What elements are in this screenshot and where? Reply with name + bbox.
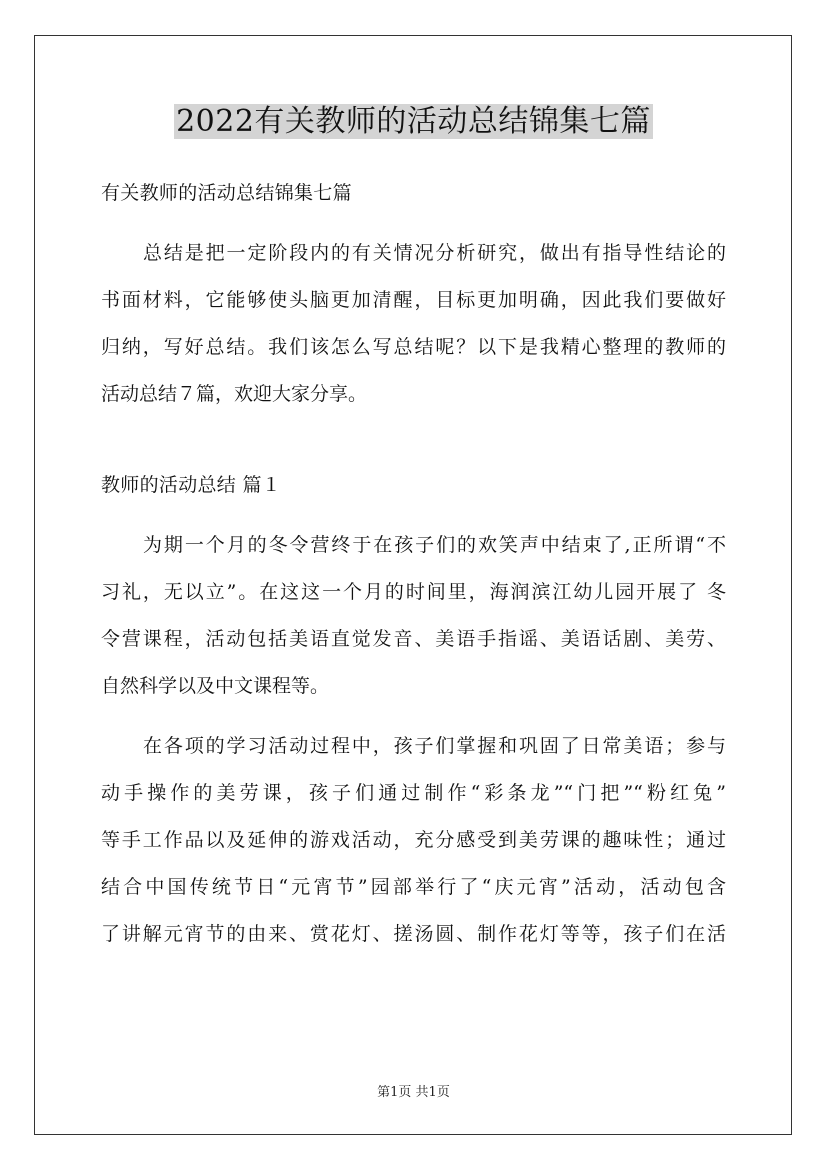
para1-line-2: 习礼，无以立”。在这这一个月的时间里，海润滨江幼儿园开展了 冬 bbox=[101, 581, 726, 603]
intro-line-1: 总结是把一定阶段内的有关情况分析研究，做出有指导性结论的 bbox=[143, 242, 726, 264]
page-number-label: 第1页 共1页 bbox=[377, 1085, 450, 1100]
para1-line-3: 令营课程，活动包括美语直觉发音、美语手指谣、美语话剧、美劳、 bbox=[101, 628, 726, 650]
intro-line-2: 书面材料，它能够使头脑更加清醒，目标更加明确，因此我们要做好 bbox=[101, 289, 726, 311]
section-paragraph-1 bbox=[101, 522, 726, 710]
intro-line-3: 归纳，写好总结。我们该怎么写总结呢？以下是我精心整理的教师的 bbox=[101, 336, 726, 358]
para2-line-1: 在各项的学习活动过程中，孩子们掌握和巩固了日常美语；参与 bbox=[143, 735, 726, 757]
para2-line-3: 等手工作品以及延伸的游戏活动，充分感受到美劳课的趣味性；通过 bbox=[101, 829, 726, 851]
document-title bbox=[0, 100, 827, 144]
document-subtitle: 有关教师的活动总结锦集七篇 bbox=[101, 182, 352, 204]
para2-line-2: 动手操作的美劳课，孩子们通过制作“彩条龙”“门把”“粉红兔” bbox=[101, 782, 726, 804]
document-title-text: 2022有关教师的活动总结锦集七篇 bbox=[176, 104, 651, 139]
section-heading: 教师的活动总结 篇１ bbox=[101, 474, 282, 496]
document-body bbox=[101, 170, 726, 958]
intro-paragraph bbox=[101, 230, 726, 418]
intro-line-4: 活动总结７篇，欢迎大家分享。 bbox=[101, 383, 368, 405]
page-footer bbox=[0, 1083, 827, 1103]
section-paragraph-2 bbox=[101, 723, 726, 958]
para2-line-4: 结合中国传统节日“元宵节”园部举行了“庆元宵”活动，活动包含 bbox=[101, 876, 726, 898]
para1-line-4: 自然科学以及中文课程等。 bbox=[101, 675, 330, 697]
para1-line-1: 为期一个月的冬令营终于在孩子们的欢笑声中结束了,正所谓“不 bbox=[143, 534, 726, 556]
para2-line-5: 了讲解元宵节的由来、赏花灯、搓汤圆、制作花灯等等，孩子们在活 bbox=[101, 923, 726, 945]
